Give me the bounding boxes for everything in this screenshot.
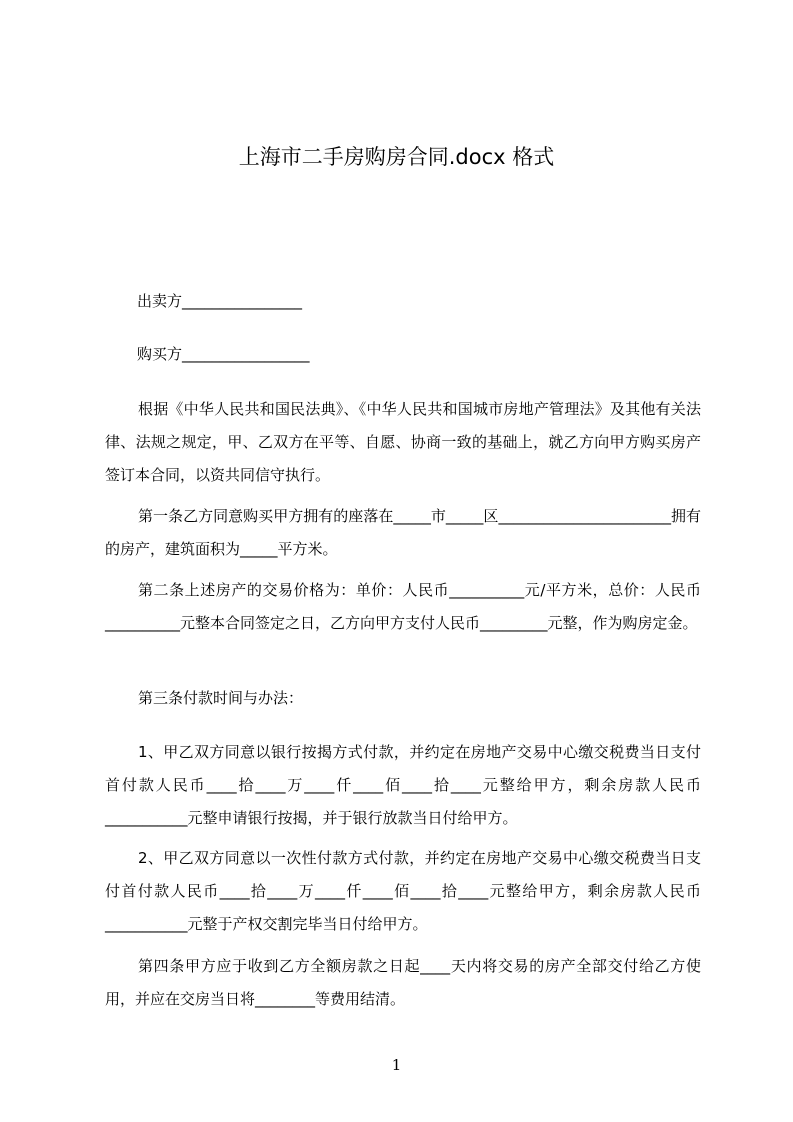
payment-option-2-paragraph: 2、甲乙双方同意以一次性付款方式付款，并约定在房地产交易中心缴交税费当日支付首付款人民币____拾____万____仟____佰____拾____元整给甲方，剩余房款人民币___________元整于产权交割完毕当日付给甲方。: [105, 849, 701, 933]
buyer-line: 购买方_________________: [137, 345, 310, 363]
article-1-paragraph: 第一条乙方同意购买甲方拥有的座落在_____市_____区_______________________拥有的房产，建筑面积为_____平方米。: [105, 507, 701, 558]
page-number: 1: [391, 1056, 402, 1074]
article-3-heading: 第三条付款时间与办法：: [138, 689, 304, 707]
payment-option-1-paragraph: 1、甲乙双方同意以银行按揭方式付款，并约定在房地产交易中心缴交税费当日支付首付款人民币____拾____万____仟____佰____拾____元整给甲方，剩余房款人民币___________元整申请银行按揭，并于银行放款当日付给甲方。: [105, 743, 701, 827]
preamble-paragraph: 根据《中华人民共和国民法典》、《中华人民共和国城市房地产管理法》及其他有关法律、法规之规定，甲、乙双方在平等、自愿、协商一致的基础上，就乙方向甲方购买房产签订本合同，以资共同信守执行。: [105, 400, 701, 484]
article-2-paragraph: 第二条上述房产的交易价格为：单价：人民币__________元/平方米，总价：人民币__________元整本合同签定之日，乙方向甲方支付人民币_________元整，作为购房定金。: [105, 581, 701, 632]
seller-line: 出卖方________________: [137, 292, 303, 310]
document-title: 上海市二手房购房合同.docx 格式: [238, 145, 555, 169]
article-4-paragraph: 第四条甲方应于收到乙方全额房款之日起____天内将交易的房产全部交付给乙方使用，并应在交房当日将________等费用结清。: [105, 957, 701, 1008]
